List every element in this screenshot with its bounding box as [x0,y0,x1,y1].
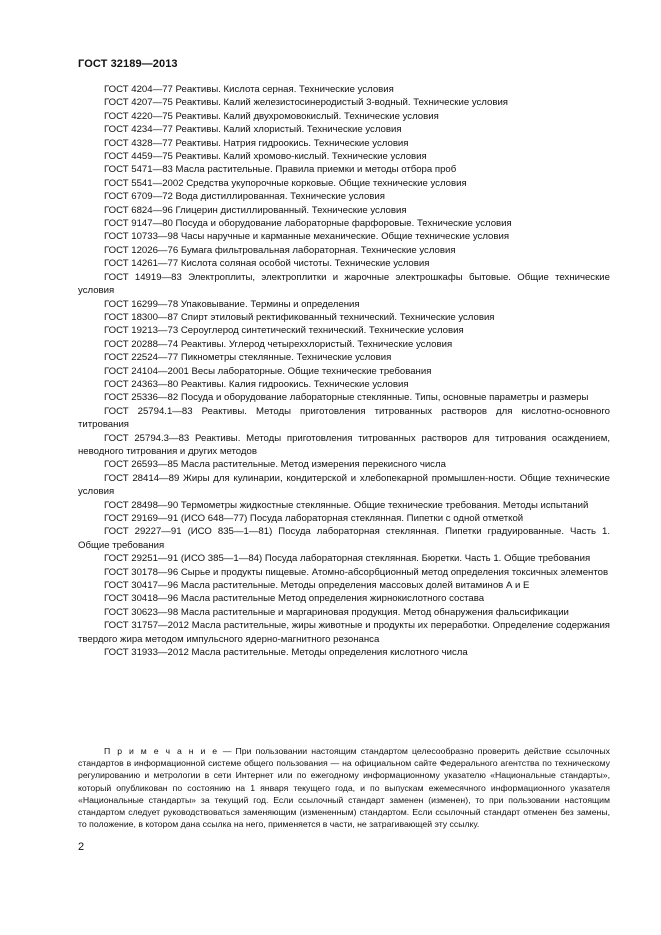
reference-item: ГОСТ 24363—80 Реактивы. Калия гидроокись. Технические условия [104,378,409,390]
note-paragraph [78,745,610,830]
reference-item: ГОСТ 9147—80 Посуда и оборудование лабораторные фарфоровые. Технические условия [104,218,512,230]
reference-item: ГОСТ 4459—75 Реактивы. Калий хромово-кислый. Технические условия [104,151,427,163]
note-label: П р и м е ч а н и е [104,746,219,756]
reference-item: ГОСТ 30178—96 Сырье и продукты пищевые. Атомно-абсорбционный метод определения токсичных элементов [104,566,609,578]
reference-item: ГОСТ 30417—96 Масла растительные. Методы определения массовых долей витаминов А и Е [104,580,530,592]
reference-item: ГОСТ 14261—77 Кислота соляная особой чистоты. Технические условия [104,258,430,270]
reference-item: ГОСТ 4207—75 Реактивы. Калий железистосинеродистый 3-водный. Технические условия [104,97,509,109]
reference-item: ГОСТ 6824—96 Глицерин дистиллированный. Технические условия [104,204,407,216]
reference-item: ГОСТ 30418—96 Масла растительные Метод определения жирнокислотного состава [104,593,485,605]
reference-item: ГОСТ 30623—98 Масла растительные и маргариновая продукция. Метод обнаружения фальсификации [104,606,569,618]
reference-item: ГОСТ 18300—87 Спирт этиловый ректификованный технический. Технические условия [104,311,495,323]
reference-item: ГОСТ 14919—83 Электроплиты, электроплитки и жарочные электрошкафы бытовые. Общие технические условия [78,271,610,297]
reference-item: ГОСТ 25794.1—83 Реактивы. Методы приготовления титрованных растворов для кислотно-основного титрования [78,405,610,431]
reference-item: ГОСТ 5471—83 Масла растительные. Правила приемки и методы отбора проб [104,164,457,176]
reference-item: ГОСТ 5541—2002 Средства укупорочные корковые. Общие технические условия [104,177,467,189]
reference-item: ГОСТ 28414—89 Жиры для кулинарии, кондитерской и хлебопекарной промышлен-ности. Общие технические условия [78,472,610,498]
document-header: ГОСТ 32189—2013 [78,58,178,70]
page-number: 2 [78,841,85,853]
reference-item: ГОСТ 29169—91 (ИСО 648—77) Посуда лабораторная стеклянная. Пипетки с одной отметкой [104,513,524,524]
reference-item: ГОСТ 28498—90 Термометры жидкостные стеклянные. Общие технические требования. Методы испытаний [104,499,589,511]
reference-item: ГОСТ 10733—98 Часы наручные и карманные механические. Общие технические условия [104,231,510,243]
normative-references-list [78,83,610,659]
reference-item: ГОСТ 16299—78 Упаковывание. Термины и определения [104,298,360,310]
reference-item: ГОСТ 29227—91 (ИСО 835—1—81) Посуда лабораторная стеклянная. Пипетки градуированные. Часть 1. Общие требования [78,526,610,551]
reference-item: ГОСТ 20288—74 Реактивы. Углерод четыреххлористый. Технические условия [104,338,453,350]
reference-item: ГОСТ 4328—77 Реактивы. Натрия гидроокись. Технические условия [104,137,409,149]
reference-item: ГОСТ 24104—2001 Весы лабораторные. Общие технические требования [104,365,432,377]
reference-item: ГОСТ 12026—76 Бумага фильтровальная лабораторная. Технические условия [104,244,456,256]
reference-item: ГОСТ 4220—75 Реактивы. Калий двухромовокислый. Технические условия [104,110,439,122]
reference-item: ГОСТ 31933—2012 Масла растительные. Методы определения кислотного числа [104,647,468,659]
reference-item: ГОСТ 19213—73 Сероуглерод синтетический технический. Технические условия [104,325,464,337]
reference-item: ГОСТ 4204—77 Реактивы. Кислота серная. Технические условия [104,84,394,95]
reference-item: ГОСТ 22524—77 Пикнометры стеклянные. Технические условия [104,352,392,364]
reference-item: ГОСТ 6709—72 Вода дистиллированная. Технические условия [104,191,385,203]
reference-item: ГОСТ 31757—2012 Масла растительные, жиры животные и продукты их переработки. Определение содержания твердого жира методом импульсного ядерно-магнитного резонанса [78,620,610,645]
reference-item: ГОСТ 25794.3—83 Реактивы. Методы приготовления титрованных растворов для титрования осаждением, неводного титрования и других методов [78,432,610,457]
note-text: — При пользовании настоящим стандартом целесообразно проверить действие ссылочных стандартов в информационной системе общего пользования — на официальном сайте Федерального агентства по техническому регулированию и метрологии в сети Интернет или по ежегодному информационному указателю «Национальные стандарты», который опубликован по состоянию на 1 января текущего года, и по выпускам ежемесячного информационного указателя «Национальные стандарты» за текущий год. Если ссылочный стандарт заменен (изменен), то при пользовании настоящим стандартом следует руководствоваться заменяющим (измененным) стандартом. Если ссылочный стандарт отменен без замены, то положение, в котором дана ссылка на него, применяется в части, не затрагивающей эту ссылку. [78,746,610,830]
reference-item: ГОСТ 4234—77 Реактивы. Калий хлористый. Технические условия [104,124,402,136]
reference-item: ГОСТ 25336—82 Посуда и оборудование лабораторные стеклянные. Типы, основные параметры и размеры [104,392,589,404]
reference-item: ГОСТ 29251—91 (ИСО 385—1—84) Посуда лабораторная стеклянная. Бюретки. Часть 1. Общие требования [104,553,591,565]
reference-item: ГОСТ 26593—85 Масла растительные. Метод измерения перекисного числа [104,459,446,471]
